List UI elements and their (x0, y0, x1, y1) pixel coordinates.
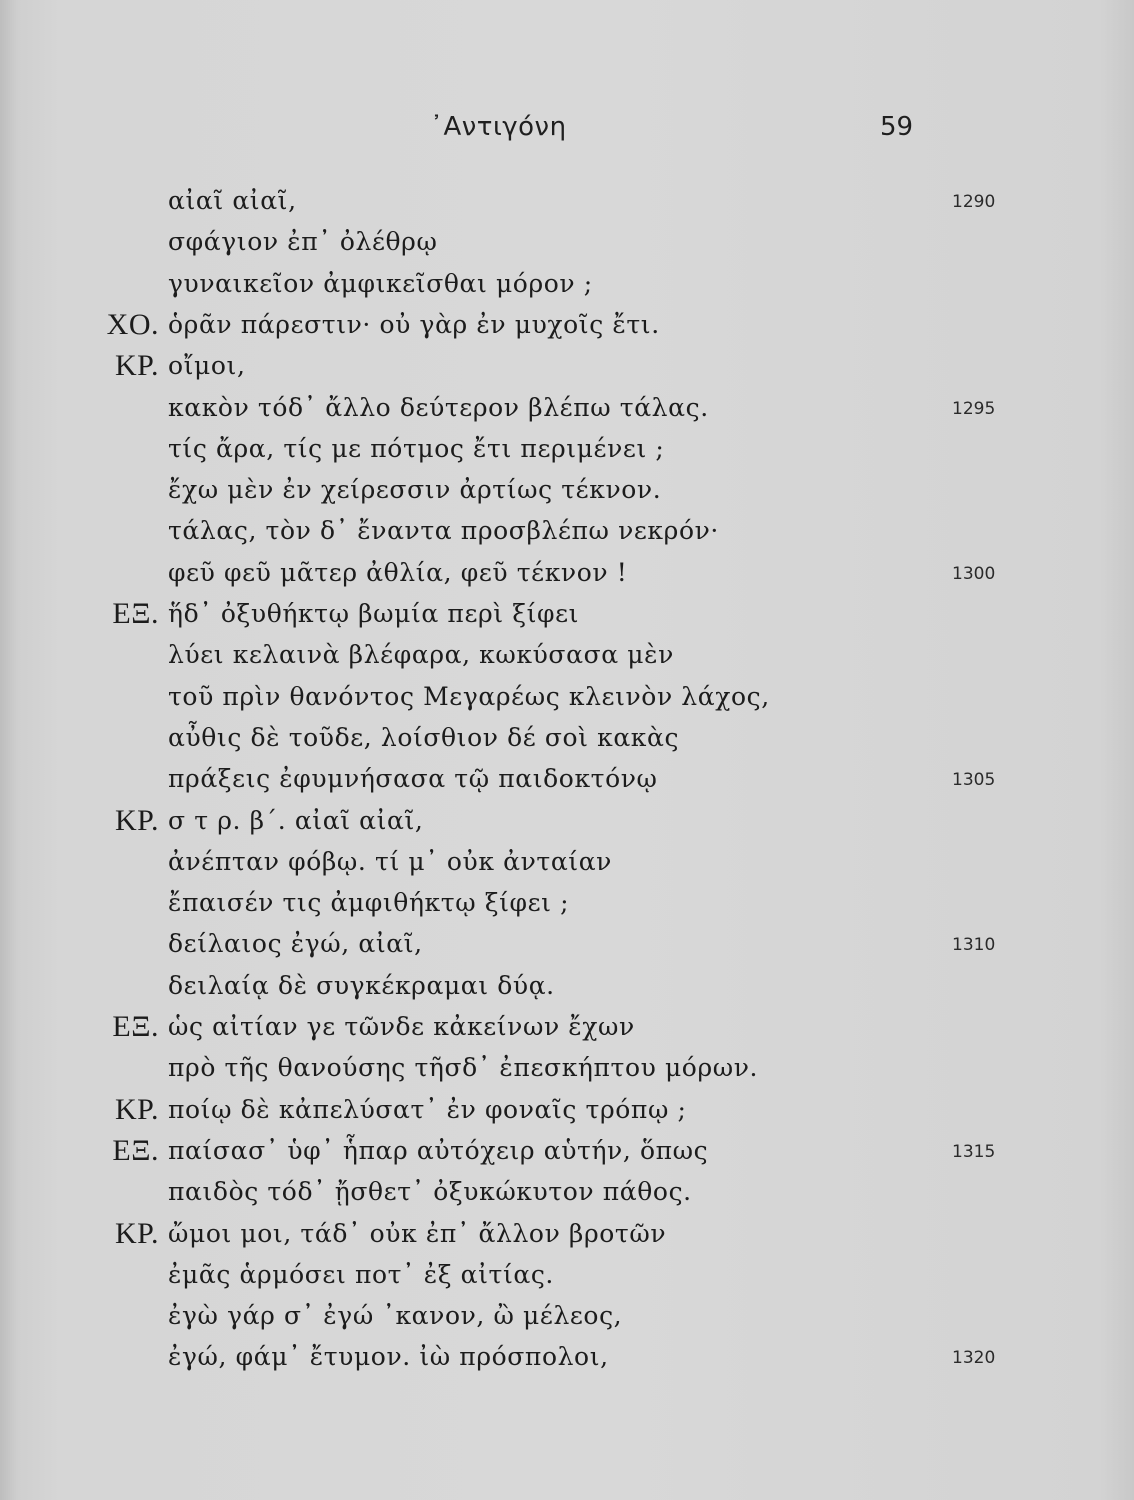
verse-line (0, 1134, 1134, 1174)
verse-line (0, 886, 1134, 926)
verse-line (0, 1010, 1134, 1050)
verse-line-text: ἐγὼ γάρ σ᾿ ἐγώ ᾿κανον, ὢ μέλεος, (168, 1301, 623, 1330)
verse-line (0, 638, 1134, 678)
verse-line (0, 556, 1134, 596)
line-number: 1310 (952, 935, 996, 955)
verse-line-text: ἀνέπταν φόβῳ. τί μ᾿ οὐκ ἀνταίαν (168, 847, 612, 876)
verse-line (0, 267, 1134, 307)
verse-line (0, 804, 1134, 844)
verse-line (0, 1340, 1134, 1380)
verse-line-text: γυναικεῖον ἀμφικεῖσθαι μόρον ; (168, 269, 593, 298)
verse-line (0, 680, 1134, 720)
verse-line (0, 1258, 1134, 1298)
line-number: 1305 (952, 770, 996, 790)
verse-line (0, 432, 1134, 472)
verse-line (0, 1093, 1134, 1133)
verse-line-text: ὁρᾶν πάρεστιν· οὐ γὰρ ἐν μυχοῖς ἔτι. (168, 310, 660, 339)
verse-line-text: οἴμοι, (168, 351, 246, 380)
verse-line-text: πράξεις ἐφυμνήσασα τῷ παιδοκτόνῳ (168, 764, 658, 793)
verse-line (0, 597, 1134, 637)
verse-line (0, 349, 1134, 389)
verse-line (0, 1299, 1134, 1339)
verse-line (0, 308, 1134, 348)
verse-line-text: ποίῳ δὲ κἀπελύσατ᾿ ἐν φοναῖς τρόπῳ ; (168, 1095, 687, 1124)
verse-line-text: αἰαῖ αἰαῖ, (168, 186, 297, 215)
verse-line (0, 184, 1134, 224)
verse-line (0, 721, 1134, 761)
verse-line (0, 1217, 1134, 1257)
verse-line-text: ἥδ᾿ ὀξυθήκτῳ βωμία περὶ ξίφει (168, 599, 580, 628)
line-number: 1295 (952, 399, 996, 419)
verse-line-text: δειλαίᾳ δὲ συγκέκραμαι δύᾳ. (168, 971, 555, 1000)
verse-line-text: παίσασ᾿ ὑφ᾿ ἧπαρ αὐτόχειρ αὑτήν, ὅπως (168, 1136, 709, 1165)
verse-line-text: λύει κελαινὰ βλέφαρα, κωκύσασα μὲν (168, 640, 674, 669)
line-number: 1315 (952, 1142, 996, 1162)
line-number: 1290 (952, 192, 996, 212)
verse-line-text: τοῦ πρὶν θανόντος Μεγαρέως κλεινὸν λάχος, (168, 682, 770, 711)
verse-line-text: δείλαιος ἐγώ, αἰαῖ, (168, 929, 423, 958)
verse-line-text: τάλας, τὸν δ᾿ ἔναντα προσβλέπω νεκρόν· (168, 516, 719, 545)
verse-line-text: ἔπαισέν τις ἀμφιθήκτῳ ξίφει ; (168, 888, 570, 917)
page-number: 59 (880, 112, 914, 142)
line-number: 1320 (952, 1348, 996, 1368)
verse-line-text: ὡς αἰτίαν γε τῶνδε κἀκείνων ἔχων (168, 1012, 635, 1041)
verse-line (0, 1175, 1134, 1215)
verse-line-text: πρὸ τῆς θανούσης τῆσδ᾿ ἐπεσκήπτου μόρων. (168, 1053, 759, 1082)
verse-line-text: ἐγώ, φάμ᾿ ἔτυμον. ἰὼ πρόσπολοι, (168, 1342, 609, 1371)
verse-line-text: παιδὸς τόδ᾿ ᾔσθετ᾿ ὀξυκώκυτον πάθος. (168, 1177, 692, 1206)
verse-line (0, 845, 1134, 885)
speaker-label: ΕΞ. (112, 1134, 159, 1167)
speaker-label: ΚΡ. (114, 1217, 159, 1250)
verse-line (0, 969, 1134, 1009)
verse-line-text: τίς ἄρα, τίς με πότμος ἔτι περιμένει ; (168, 434, 665, 463)
verse-line (0, 927, 1134, 967)
verse-line (0, 762, 1134, 802)
verse-line-text: φεῦ φεῦ μᾶτερ ἀθλία, φεῦ τέκνον ! (168, 558, 628, 587)
speaker-label: ΕΞ. (112, 597, 159, 630)
speaker-label: ΚΡ. (114, 804, 159, 837)
verse-line-text: ἔχω μὲν ἐν χείρεσσιν ἀρτίως τέκνον. (168, 475, 662, 504)
running-title: ᾿Αντιγόνη (430, 112, 567, 142)
verse-line-text: ἐμᾶς ἁρμόσει ποτ᾿ ἐξ αἰτίας. (168, 1260, 554, 1289)
speaker-label: ΧΟ. (106, 308, 159, 341)
speaker-label: ΚΡ. (114, 1093, 159, 1126)
verse-line-text: σ τ ρ. β΄. αἰαῖ αἰαῖ, (168, 806, 424, 835)
verse-line (0, 391, 1134, 431)
verse-line (0, 225, 1134, 265)
verse-line-text: ὤμοι μοι, τάδ᾿ οὐκ ἐπ᾿ ἄλλον βροτῶν (168, 1219, 667, 1248)
verse-line-text: αὖθις δὲ τοῦδε, λοίσθιον δέ σοὶ κακὰς (168, 723, 680, 752)
verse-line (0, 1051, 1134, 1091)
line-number: 1300 (952, 564, 996, 584)
verse-line-text: κακὸν τόδ᾿ ἄλλο δεύτερον βλέπω τάλας. (168, 393, 709, 422)
speaker-label: ΚΡ. (114, 349, 159, 382)
verse-line-text: σφάγιον ἐπ᾿ ὀλέθρῳ (168, 227, 438, 256)
speaker-label: ΕΞ. (112, 1010, 159, 1043)
verse-line (0, 514, 1134, 554)
verse-line (0, 473, 1134, 513)
